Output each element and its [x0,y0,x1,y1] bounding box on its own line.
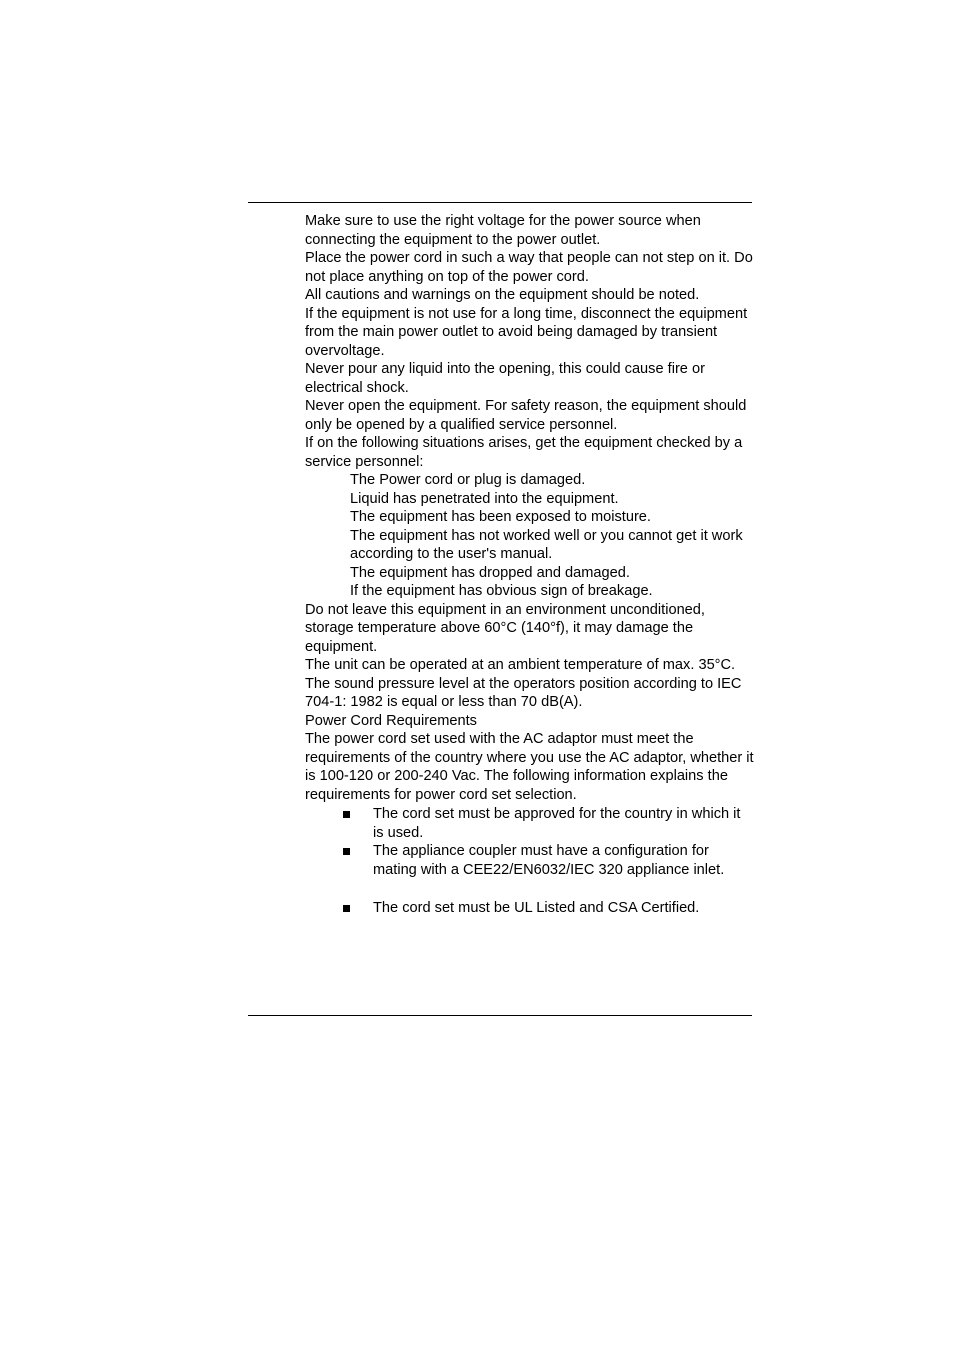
situation-item: The equipment has dropped and damaged. [350,564,630,581]
situation-item: The Power cord or plug is damaged. [350,472,586,488]
header-rule [248,202,752,203]
document-body [305,212,755,917]
situations-list [305,471,755,601]
square-bullet-icon [343,811,350,818]
list-item [305,842,755,879]
paragraph-situations-intro: If on the following situations arises, get the equipment checked by a service personnel: [305,435,743,470]
requirement-text: The cord set must be approved for the country in which it is used. [373,806,741,841]
situation-item: If the equipment has obvious sign of breakage. [350,583,653,599]
paragraph-ambient-temperature: The unit can be operated at an ambient temperature of max. 35°C. [305,657,736,673]
paragraph-power-cord-placement: Place the power cord in such a way that people can not step on it. Do not place anything on top of the power cord. [305,250,753,285]
situation-item: The equipment has been exposed to moisture. [350,509,651,525]
paragraph-sound-pressure: The sound pressure level at the operators position according to IEC 704-1: 1982 is equal or less than 70 dB(A). [305,675,742,710]
paragraph-power-cord-set: The power cord set used with the AC adaptor must meet the requirements of the country where you use the AC adaptor, whether it is 100-120 or 200-240 Vac. The following information explains the requirements for power cord set selection. [305,731,754,803]
footer-rule [248,1015,752,1016]
requirements-list [305,805,755,917]
paragraph-storage-temperature: Do not leave this equipment in an environment unconditioned, storage temperature above 60°C (140°f), it may damage the equipment. [305,601,705,655]
paragraph-liquid: Never pour any liquid into the opening, this could cause fire or electrical shock. [305,361,705,396]
section-heading-power-cord: Power Cord Requirements [305,712,477,729]
list-item [305,899,755,918]
paragraph-open-equipment: Never open the equipment. For safety reason, the equipment should only be opened by a qualified service personnel. [305,398,747,433]
paragraph-cautions: All cautions and warnings on the equipment should be noted. [305,287,700,303]
paragraph-voltage: Make sure to use the right voltage for the power source when connecting the equipment to the power outlet. [305,213,701,248]
square-bullet-icon [343,848,350,855]
situation-item: Liquid has penetrated into the equipment. [350,490,619,507]
square-bullet-icon [343,905,350,912]
requirement-text: The cord set must be UL Listed and CSA Certified. [373,899,700,916]
situation-item: The equipment has not worked well or you cannot get it work according to the user's manual. [350,527,743,562]
paragraph-disconnect: If the equipment is not use for a long time, disconnect the equipment from the main power outlet to avoid being damaged by transient overvoltage. [305,305,748,359]
list-item [305,805,755,842]
requirement-text: The appliance coupler must have a configuration for mating with a CEE22/EN6032/IEC 320 appliance inlet. [373,843,725,878]
